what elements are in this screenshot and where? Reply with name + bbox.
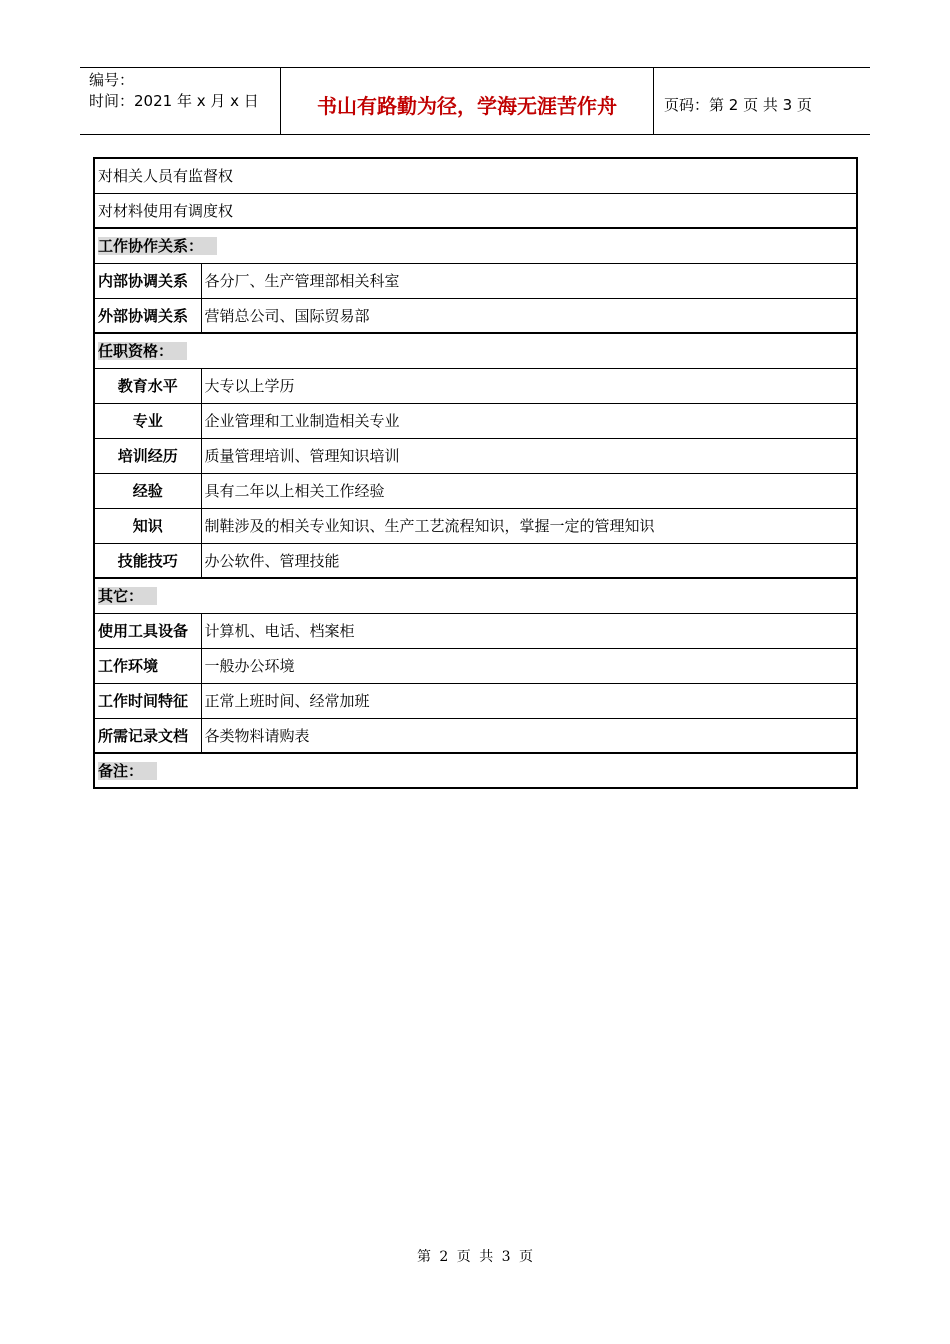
table-row	[94, 298, 857, 333]
table-row	[94, 263, 857, 298]
header-page-info: 页码：第 2 页 共 3 页	[664, 95, 812, 114]
authority-supervision: 对相关人员有监督权	[94, 158, 857, 193]
row-label: 所需记录文档	[94, 718, 201, 753]
row-value: 大专以上学历	[201, 368, 857, 403]
row-label: 外部协调关系	[94, 298, 201, 333]
row-value: 具有二年以上相关工作经验	[201, 473, 857, 508]
row-label: 经验	[94, 473, 201, 508]
section-row	[94, 333, 857, 368]
section-title: 工作协作关系：	[98, 237, 217, 255]
table-row	[94, 438, 857, 473]
row-label: 工作环境	[94, 648, 201, 683]
row-label: 教育水平	[94, 368, 201, 403]
row-value: 各类物料请购表	[201, 718, 857, 753]
page-footer: 第 2 页 共 3 页	[416, 1249, 534, 1265]
row-value: 计算机、电话、档案柜	[201, 613, 857, 648]
section-row	[94, 228, 857, 263]
table-row	[94, 508, 857, 543]
section-title: 任职资格：	[98, 342, 187, 360]
section-qualifications	[94, 333, 857, 368]
number-label: 编号：	[89, 71, 135, 89]
row-label: 知识	[94, 508, 201, 543]
table-row	[94, 403, 857, 438]
row-value: 制鞋涉及的相关专业知识、生产工艺流程知识，掌握一定的管理知识	[201, 508, 857, 543]
section-title: 其它：	[98, 587, 157, 605]
section-notes	[94, 753, 857, 788]
header-motto: 书山有路勤为径，学海无涯苦作舟	[281, 68, 654, 134]
table-row	[94, 648, 857, 683]
row-value: 各分厂、生产管理部相关科室	[201, 263, 857, 298]
table-row	[94, 473, 857, 508]
row-value: 质量管理培训、管理知识培训	[201, 438, 857, 473]
section-row	[94, 578, 857, 613]
row-label: 工作时间特征	[94, 683, 201, 718]
row-value: 正常上班时间、经常加班	[201, 683, 857, 718]
row-label: 使用工具设备	[94, 613, 201, 648]
header-meta	[80, 68, 281, 134]
row-value: 办公软件、管理技能	[201, 543, 857, 578]
table-row	[94, 158, 857, 193]
job-description-table	[93, 157, 858, 789]
table-row	[94, 368, 857, 403]
table-row	[94, 718, 857, 753]
section-title: 备注：	[98, 762, 157, 780]
row-label: 技能技巧	[94, 543, 201, 578]
row-label: 培训经历	[94, 438, 201, 473]
authority-material: 对材料使用有调度权	[94, 193, 857, 228]
date-label: 时间：2021 年 x 月 x 日	[89, 92, 259, 110]
section-row	[94, 753, 857, 788]
page-header	[80, 67, 870, 135]
table-row	[94, 613, 857, 648]
row-value: 营销总公司、国际贸易部	[201, 298, 857, 333]
row-value: 企业管理和工业制造相关专业	[201, 403, 857, 438]
table-row	[94, 543, 857, 578]
table-row	[94, 193, 857, 228]
section-other	[94, 578, 857, 613]
table-row	[94, 683, 857, 718]
row-label: 内部协调关系	[94, 263, 201, 298]
row-value: 一般办公环境	[201, 648, 857, 683]
section-collaboration	[94, 228, 857, 263]
row-label: 专业	[94, 403, 201, 438]
